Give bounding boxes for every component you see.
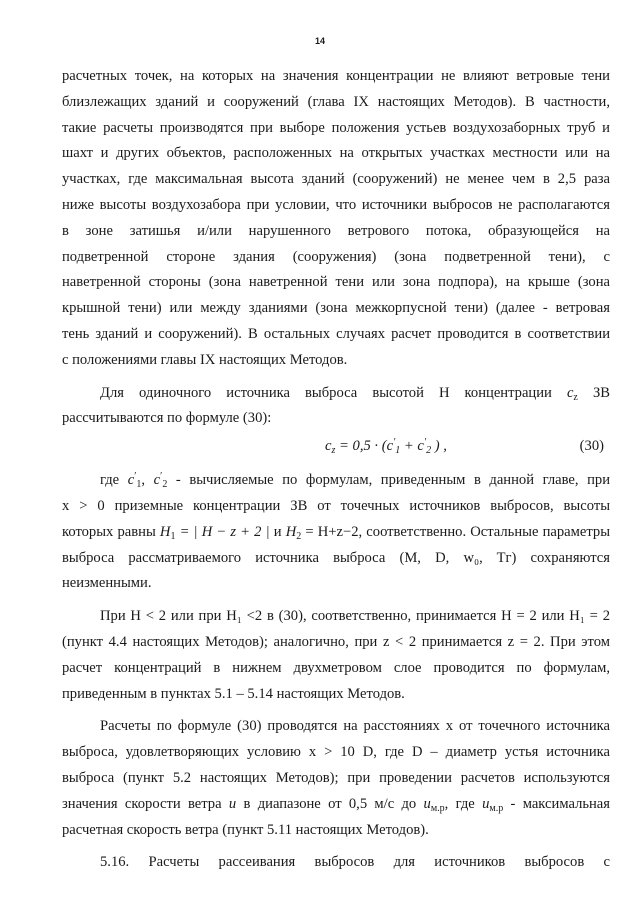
h2-expression: $H_2$	[285, 523, 302, 542]
formula-expression: $c_z = 0,5 \cdot (c'_1 + c'_2$ ) ,	[325, 437, 447, 457]
paragraph-1	[62, 64, 610, 374]
text-line: х > 0 приземные концентрации ЗВ от точечных источников выбросов, высоты	[62, 497, 610, 514]
paragraph-6	[62, 850, 610, 876]
text-line: выброса рассматриваемого источника выброса (M, D, w₀, Tг) сохраняются	[62, 549, 610, 566]
text-line: такие расчеты производятся при выборе положения устьев воздухозаборных труб и	[62, 119, 610, 136]
text-line: Для одиночного источника выброса высотой Н концентрации $c_z$ ЗВ	[100, 384, 610, 403]
text-line: выброса, удовлетворяющих условию х > 10 D, где D – диаметр устья источника	[62, 744, 610, 761]
paragraph-2	[62, 381, 610, 433]
text-line: расчетных точек, на которых на значения концентрации не влияют ветровые тени	[62, 68, 610, 84]
cz-symbol: $c_z$	[566, 384, 578, 403]
paragraph-4	[62, 604, 610, 707]
text-line: расчетная скорость ветра (пункт 5.11 настоящих Методов).	[62, 821, 429, 838]
formula-30	[62, 432, 610, 468]
text-line: (пункт 4.4 настоящих Методов); аналогично, при z < 2 принимается z = 2. При этом	[62, 633, 610, 650]
text-line: неизменными.	[62, 575, 152, 592]
text-line: значения скорости ветра u в диапазоне от 0,5 м/с до $u_{м.р}$, где $u_{м.р}$ - максимальная	[62, 795, 611, 814]
text-line: рассчитываются по формуле (30):	[62, 410, 272, 427]
h1-expression: $H_1$ = | H − z + 2 |	[159, 523, 270, 542]
text-line: где $c'_1$, $c'_2$ - вычисляемые по формулам, приведенным в данной главе, при	[100, 471, 611, 491]
text-line: с положениями главы IX настоящих Методов.	[62, 351, 348, 368]
ump-symbol: $u_{м.р}$	[423, 795, 445, 814]
text-line: приведенным в пунктах 5.1 – 5.14 настоящих Методов.	[62, 685, 405, 702]
text-line: ниже высоты воздухозабора при условии, что источники выбросов не располагаются	[62, 196, 610, 213]
page-number: 14	[314, 36, 325, 46]
text-line: близлежащих зданий и сооружений (глава IX настоящих Методов). В частности,	[62, 93, 610, 110]
text-line: участках, где максимальная высота зданий (сооружений) не менее чем в 2,5 раза	[62, 171, 610, 188]
ump-symbol: $u_{м.р}$	[482, 795, 504, 814]
text-line: При H < 2 или при H₁ <2 в (30), соответственно, принимается H = 2 или H₁ = 2	[100, 608, 610, 625]
text-line: 5.16. Расчеты рассеивания выбросов для источников выбросов с	[100, 854, 610, 871]
text-line: подветренной стороне здания (сооружения) (зона подветренной тени), с	[62, 248, 610, 265]
text-line: выброса (пункт 5.2 настоящих Методов); при проведении расчетов используются	[62, 769, 610, 786]
page-body	[62, 64, 610, 876]
text-line: тень зданий и сооружений). В остальных случаях расчет проводится в соответствии	[62, 325, 610, 342]
text-line: в зоне затишья и/или нарушенного ветрового потока, образующейся на	[62, 222, 610, 239]
text-line: Расчеты по формуле (30) проводятся на расстояниях х от точечного источника	[100, 718, 610, 735]
text-line: которых равны $H_1$ = | H − z + 2 | и $H_2 = H+z-2$, соответственно. Остальные параметры	[62, 523, 610, 542]
text-line: крышной тени) или между зданиями (зона межкорпусной тени) (далее - ветровая	[62, 300, 610, 317]
text-line: наветренной стороны (зона наветренной тени или зона подпора), на крыше (зона	[62, 274, 610, 291]
c-prime-symbols: $c'_1$, $c'_2$	[127, 471, 168, 491]
text-line: шахт и других объектов, расположенных на открытых участках местности или на	[62, 145, 610, 162]
equation-number: (30)	[579, 438, 604, 455]
paragraph-3	[62, 468, 610, 597]
paragraph-5	[62, 714, 610, 843]
text-line: расчет концентраций в нижнем двухметровом слое проводится по формулам,	[62, 659, 610, 676]
